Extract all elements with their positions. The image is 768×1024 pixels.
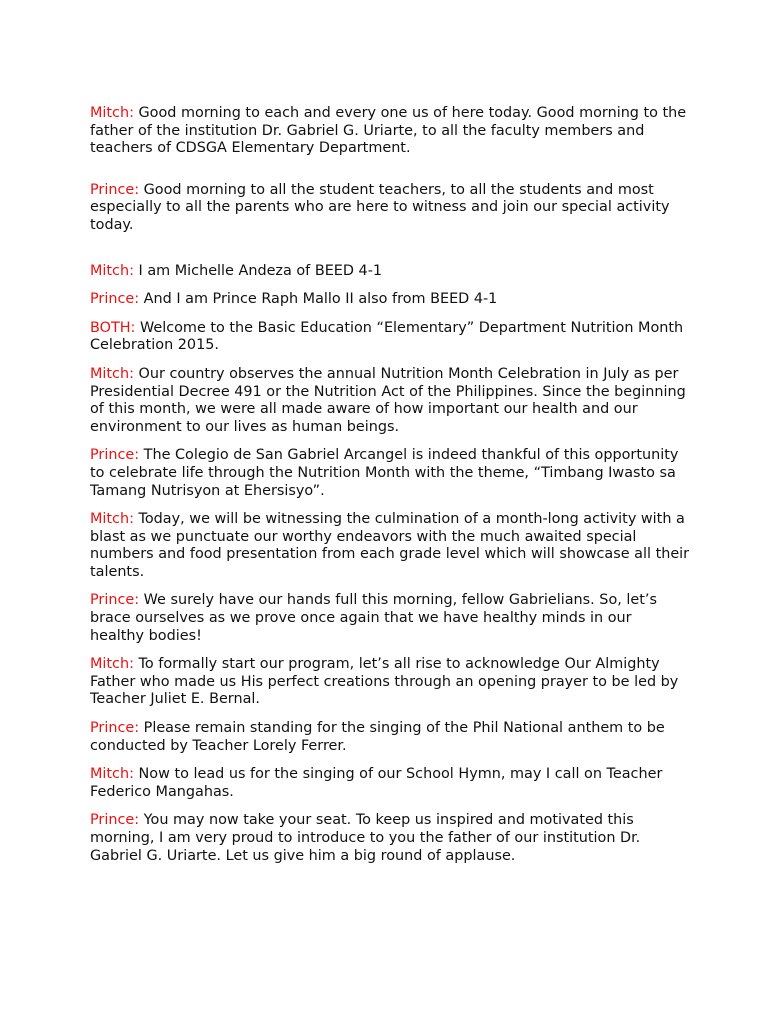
paragraph-text: The Colegio de San Gabriel Arcangel is indeed thankful of this opportunity to celebrate life through the Nutrition Month with the theme, “Timbang Iwasto sa Tamang Nutrisyon at Ehersisyo”. xyxy=(90,447,679,499)
speaker-label: Mitch: xyxy=(90,365,134,382)
speaker-label: Mitch: xyxy=(90,262,134,279)
paragraph-text: And I am Prince Raph Mallo II also from BEED 4-1 xyxy=(139,291,498,308)
speaker-label: Prince: xyxy=(90,291,140,308)
speaker-label: Mitch: xyxy=(90,105,134,121)
paragraph-9 xyxy=(90,592,690,645)
paragraph-text: You may now take your seat. To keep us inspired and motivated this morning, I am very proud to introduce to you the father of our institution Dr. Gabriel G. Uriarte. Let us give him a big round of applause. xyxy=(90,812,641,864)
paragraph-text: Please remain standing for the singing of the Phil National anthem to be conducted by Teacher Lorely Ferrer. xyxy=(90,720,665,754)
paragraph-7 xyxy=(90,447,690,500)
speaker-label: Mitch: xyxy=(90,766,134,783)
paragraph-text: We surely have our hands full this morning, fellow Gabrielians. So, let’s brace ourselves as we prove once again that we have healthy minds in our healthy bodies! xyxy=(90,592,657,644)
paragraph-text: Today, we will be witnessing the culmination of a month-long activity with a blast as we punctuate our worthy endeavors with the much awaited special numbers and food presentation from each grade level which will showcase all their talents. xyxy=(90,511,690,580)
paragraph-text: Good morning to each and every one us of here today. Good morning to the father of the institution Dr. Gabriel G. Uriarte, to all the faculty members and teachers of CDSGA Elementary Department. xyxy=(90,105,687,157)
paragraph-11 xyxy=(90,720,690,755)
paragraph-8 xyxy=(90,511,690,581)
paragraph-5 xyxy=(90,320,690,355)
speaker-label: Mitch: xyxy=(90,511,134,528)
speaker-label: Prince: xyxy=(90,447,140,464)
paragraph-text: Welcome to the Basic Education “Elementary” Department Nutrition Month Celebration 2015. xyxy=(90,319,684,354)
paragraph-4 xyxy=(90,291,690,309)
paragraph-text: To formally start our program, let’s all rise to acknowledge Our Almighty Father who made us His perfect creations through an opening prayer to be led by Teacher Juliet E. Bernal. xyxy=(90,656,679,708)
speaker-label: Prince: xyxy=(90,812,140,829)
paragraph-1 xyxy=(90,105,690,158)
paragraph-13 xyxy=(90,812,690,865)
paragraph-6 xyxy=(90,366,690,436)
speaker-label: Prince: xyxy=(90,181,140,198)
paragraph-text: Good morning to all the student teachers, to all the students and most especially to all the parents who are here to witness and join our special activity today. xyxy=(90,181,670,233)
script-document xyxy=(90,105,690,876)
speaker-label: BOTH: xyxy=(90,319,136,336)
paragraph-text: I am Michelle Andeza of BEED 4-1 xyxy=(133,262,383,279)
speaker-label: Mitch: xyxy=(90,656,134,673)
paragraph-12 xyxy=(90,766,690,801)
paragraph-10 xyxy=(90,656,690,709)
speaker-label: Prince: xyxy=(90,592,140,609)
paragraph-text: Now to lead us for the singing of our School Hymn, may I call on Teacher Federico Mangahas. xyxy=(90,766,663,800)
paragraph-text: Our country observes the annual Nutrition Month Celebration in July as per Presidential Decree 491 or the Nutrition Act of the Philippines. Since the beginning of this month, we were all made aware of how important our health and our environment to our lives as human beings. xyxy=(90,365,686,435)
paragraph-3 xyxy=(90,263,690,281)
speaker-label: Prince: xyxy=(90,720,140,737)
paragraph-2 xyxy=(90,182,690,235)
